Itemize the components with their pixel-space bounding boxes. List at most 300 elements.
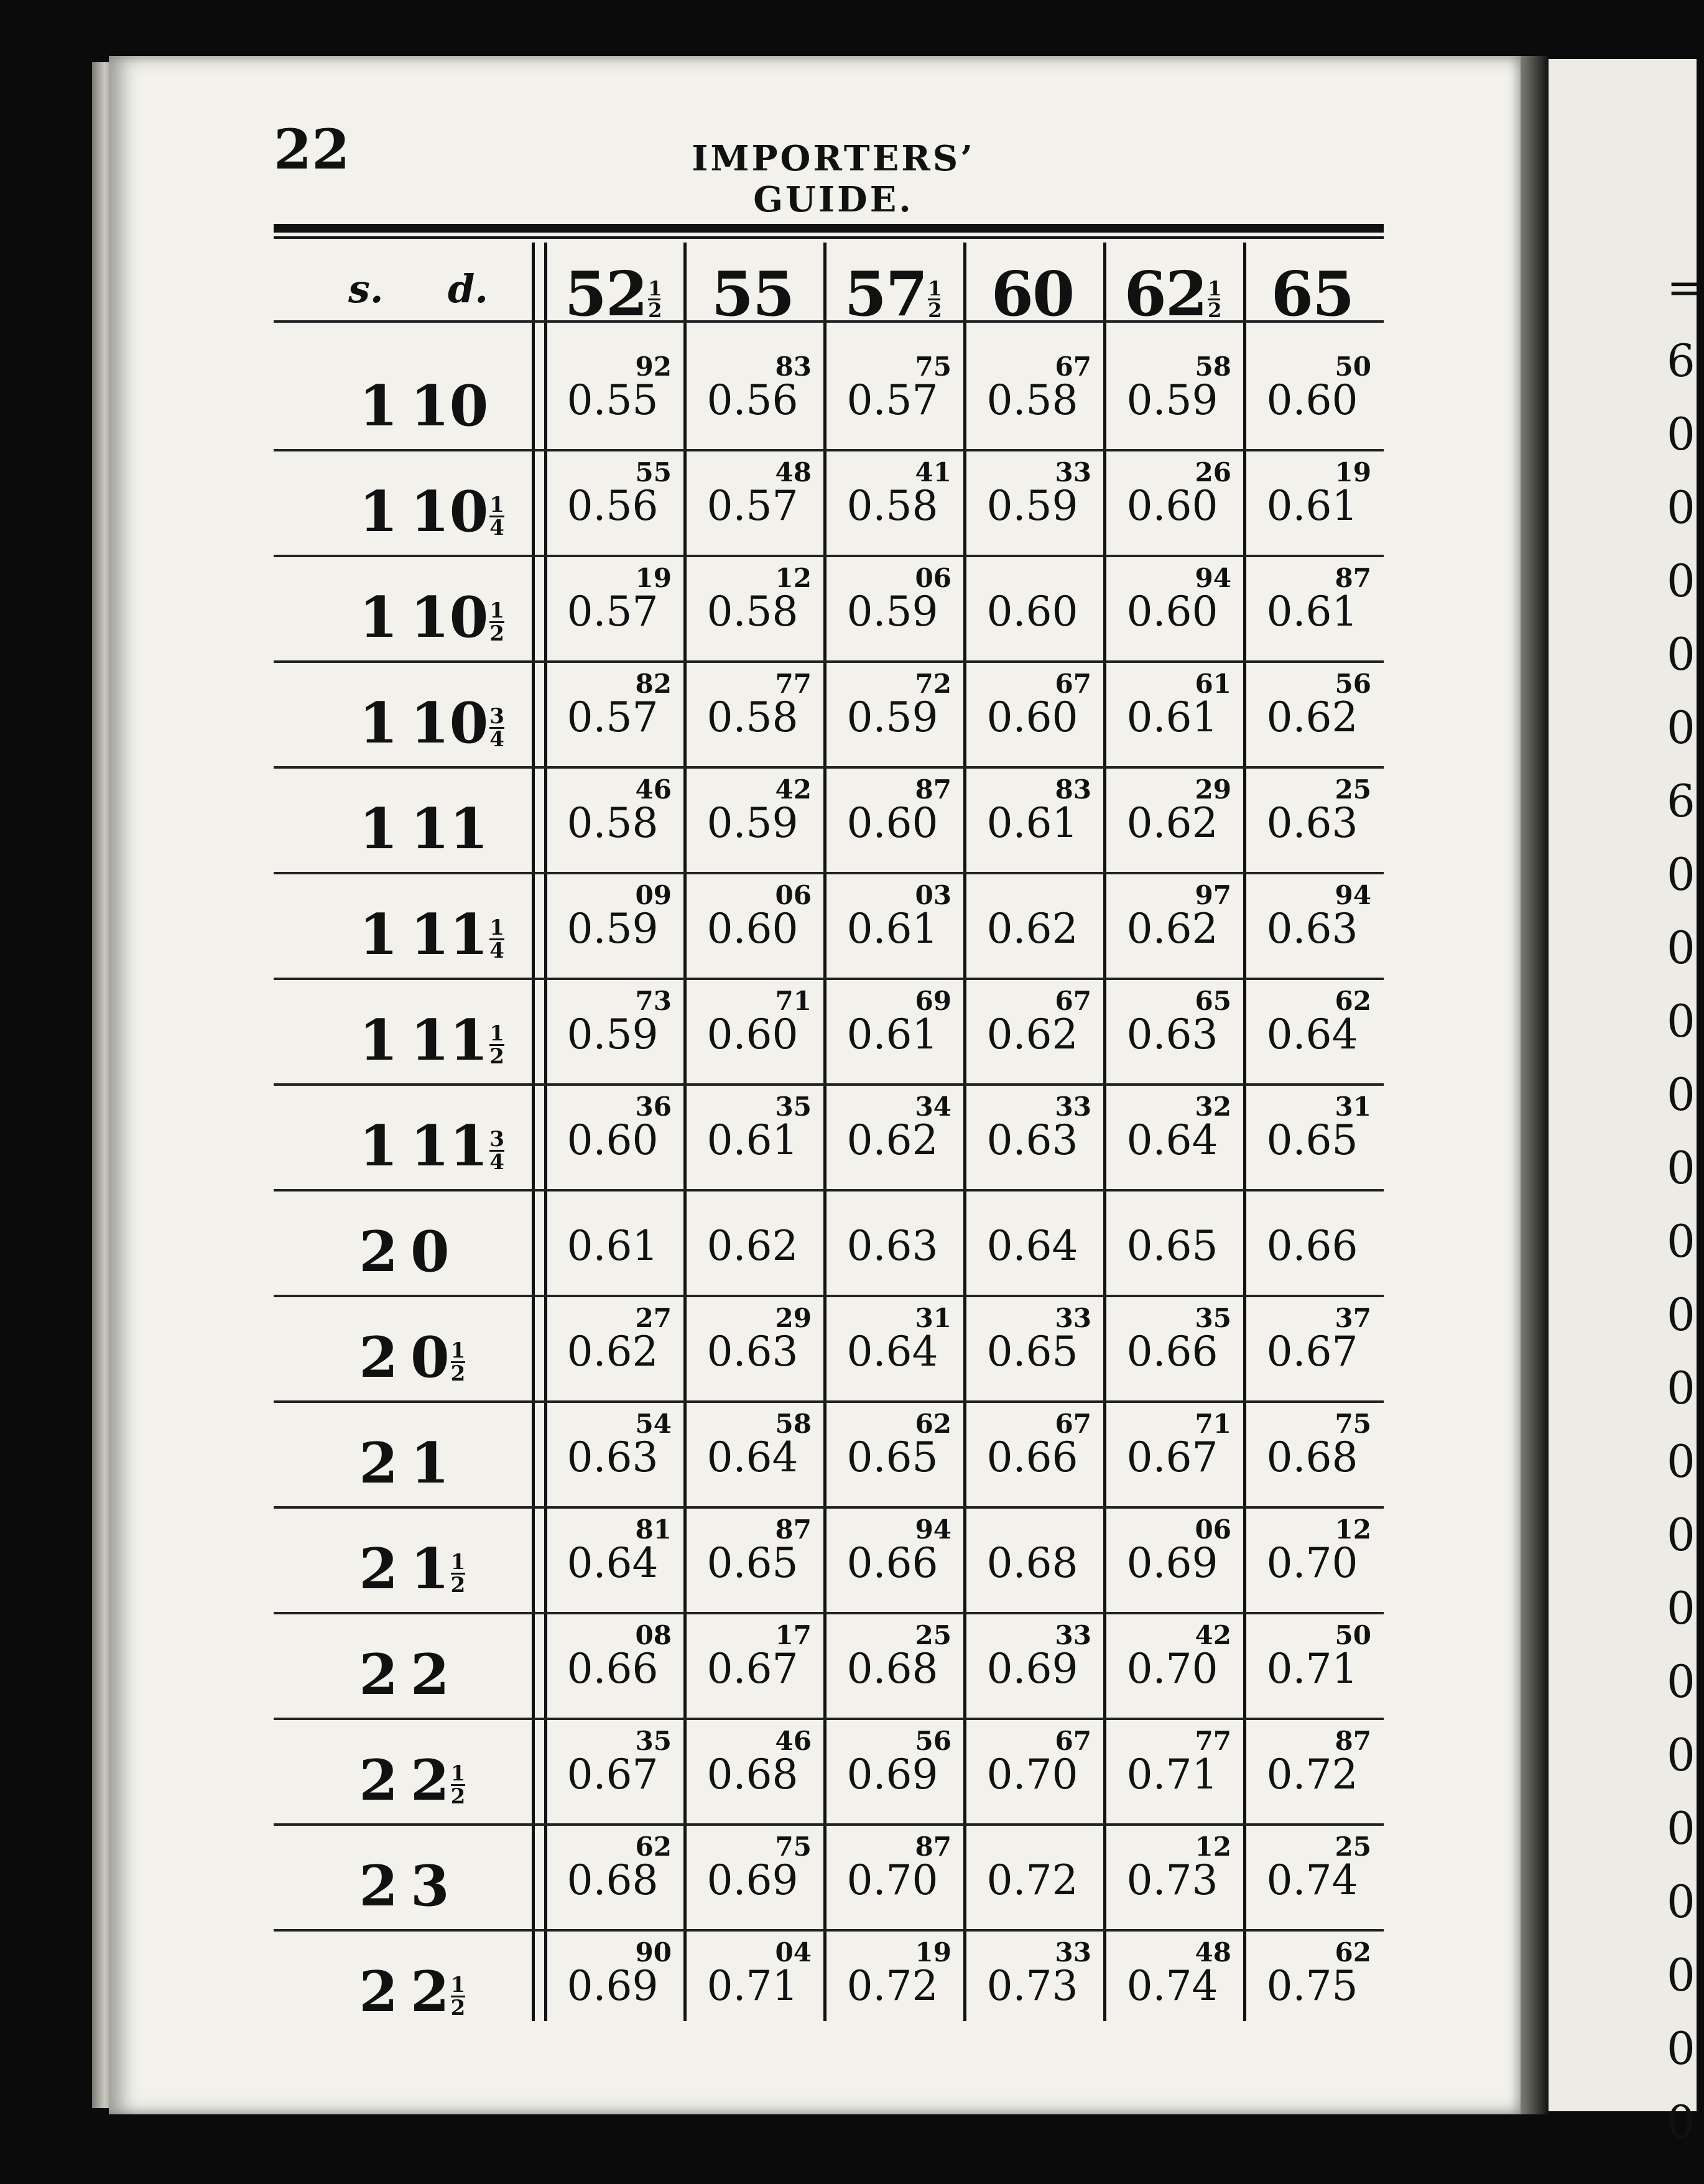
- pence-value: 10: [410, 373, 489, 439]
- fractional-digits: 12: [1195, 1831, 1231, 1862]
- facing-page-glyph: 6: [1667, 775, 1695, 827]
- fractional-digits: 54: [635, 1409, 672, 1439]
- fractional-digits: 19: [635, 563, 672, 593]
- dollar-value-cell: 0.63: [706, 1328, 799, 1376]
- fractional-digits: 87: [775, 1514, 812, 1545]
- fractional-digits: 67: [1055, 669, 1091, 699]
- facing-page-glyph: 0: [1667, 1509, 1695, 1561]
- fractional-digits: 94: [1335, 880, 1371, 910]
- pence-value: 1: [410, 1430, 450, 1496]
- facing-page-glyph: 0: [1667, 1802, 1695, 1854]
- fractional-digits: 19: [1335, 457, 1371, 488]
- dollar-value-cell: 0.71: [706, 1962, 799, 2010]
- row-rule: [274, 1612, 1384, 1614]
- pence-value: 11: [410, 902, 489, 968]
- fractional-digits: 03: [915, 880, 952, 910]
- dollar-value-cell: 0.58: [706, 693, 799, 741]
- dollar-value-cell: 0.62: [706, 1222, 799, 1270]
- fractional-digits: 48: [1195, 1937, 1231, 1968]
- fractional-digits: 35: [635, 1726, 672, 1756]
- fractional-digits: 35: [1195, 1303, 1231, 1333]
- facing-page-glyph: 0: [1667, 481, 1695, 534]
- fractional-digits: 33: [1055, 1091, 1091, 1122]
- pence-cell: [410, 1536, 547, 1602]
- facing-page-glyph: =: [1667, 261, 1704, 313]
- fractional-digits: 97: [1195, 880, 1231, 910]
- dollar-value-cell: 0.69: [706, 1856, 799, 1904]
- facing-page-glyph: 0: [1667, 1949, 1695, 2001]
- dollar-value-cell: 0.59: [567, 905, 659, 953]
- dollar-value-cell: 0.58: [846, 482, 938, 530]
- row-rule: [274, 1506, 1384, 1509]
- column-header: [827, 259, 958, 330]
- facing-page-glyph: 0: [1667, 1068, 1695, 1121]
- fractional-digits: 36: [635, 1091, 672, 1122]
- pence-value: 10: [410, 690, 489, 756]
- dollar-value-cell: 0.61: [1266, 588, 1358, 636]
- shillings-cell: 1: [359, 690, 398, 756]
- shillings-cell: 1: [359, 373, 398, 439]
- fractional-digits: 67: [1055, 1726, 1091, 1756]
- pence-value: 1: [410, 1536, 450, 1602]
- dollar-value-cell: 0.66: [1266, 1222, 1358, 1270]
- dollar-value-cell: 0.57: [846, 376, 938, 424]
- shillings-cell: 1: [359, 1113, 398, 1179]
- pence-value: 11: [410, 1113, 489, 1179]
- row-rule: [274, 1400, 1384, 1403]
- fractional-digits: 32: [1195, 1091, 1231, 1122]
- fractional-digits: 31: [1335, 1091, 1371, 1122]
- column-header-value: 55: [711, 259, 794, 330]
- shillings-cell: 1: [359, 1007, 398, 1073]
- dollar-value-cell: 0.60: [706, 1011, 799, 1058]
- dollar-value-cell: 0.69: [986, 1645, 1078, 1693]
- dollar-value-cell: 0.70: [1126, 1645, 1218, 1693]
- facing-page-glyph: 0: [1667, 408, 1695, 460]
- facing-page-glyph: 0: [1667, 848, 1695, 900]
- dollar-value-cell: 0.60: [1126, 482, 1218, 530]
- facing-page-glyph: 0: [1667, 2096, 1695, 2148]
- dollar-value-cell: 0.70: [986, 1751, 1078, 1798]
- fractional-digits: 34: [915, 1091, 952, 1122]
- shillings-cell: 2: [359, 1325, 398, 1390]
- facing-page-glyph: 0: [1667, 1876, 1695, 1928]
- dollar-value-cell: 0.64: [986, 1222, 1078, 1270]
- dollar-value-cell: 0.59: [567, 1011, 659, 1058]
- fractional-digits: 87: [1335, 1726, 1371, 1756]
- fractional-digits: 77: [1195, 1726, 1231, 1756]
- column-header-value: 60: [991, 259, 1074, 330]
- dollar-value-cell: 0.67: [1126, 1433, 1218, 1481]
- fractional-digits: 08: [635, 1620, 672, 1650]
- pence-cell: [410, 796, 547, 862]
- fractional-digits: 92: [635, 351, 672, 382]
- page-number: 22: [274, 117, 350, 182]
- dollar-value-cell: 0.62: [986, 905, 1078, 953]
- fractional-digits: 12: [1335, 1514, 1371, 1545]
- fractional-digits: 56: [1335, 669, 1371, 699]
- dollar-value-cell: 0.68: [1266, 1433, 1358, 1481]
- fractional-digits: 48: [775, 457, 812, 488]
- dollar-value-cell: 0.60: [567, 1116, 659, 1164]
- fractional-digits: 87: [1335, 563, 1371, 593]
- dollar-value-cell: 0.65: [706, 1539, 799, 1587]
- fraction: $\frac{1}{2}$: [1208, 277, 1221, 323]
- fraction: $\frac{3}{4}$: [489, 1127, 504, 1175]
- column-header: [1247, 259, 1378, 330]
- dollar-value-cell: 0.66: [986, 1433, 1078, 1481]
- dollar-value-cell: 0.65: [986, 1328, 1078, 1376]
- dollar-value-cell: 0.64: [1126, 1116, 1218, 1164]
- dollar-value-cell: 0.68: [986, 1539, 1078, 1587]
- facing-page-glyph: 0: [1667, 995, 1695, 1047]
- row-rule: [274, 1929, 1384, 1932]
- facing-page-glyph: 0: [1667, 1582, 1695, 1634]
- dollar-value-cell: 0.64: [706, 1433, 799, 1481]
- fractional-digits: 87: [915, 774, 952, 805]
- pence-value: 0: [410, 1325, 450, 1390]
- dollar-value-cell: 0.57: [567, 588, 659, 636]
- dollar-value-cell: 0.62: [567, 1328, 659, 1376]
- dollar-value-cell: 0.62: [986, 1011, 1078, 1058]
- column-header: [967, 259, 1098, 330]
- dollar-value-cell: 0.70: [1266, 1539, 1358, 1587]
- fractional-digits: 67: [1055, 351, 1091, 382]
- fractional-digits: 87: [915, 1831, 952, 1862]
- dollar-value-cell: 0.73: [1126, 1856, 1218, 1904]
- shillings-cell: 1: [359, 585, 398, 650]
- shillings-cell: 1: [359, 796, 398, 862]
- fractional-digits: 33: [1055, 457, 1091, 488]
- fractional-digits: 12: [775, 563, 812, 593]
- pence-value: 2: [410, 1747, 450, 1813]
- fractional-digits: 25: [915, 1620, 952, 1650]
- dollar-value-cell: 0.59: [846, 693, 938, 741]
- dollar-value-cell: 0.60: [986, 693, 1078, 741]
- dollar-value-cell: 0.58: [567, 799, 659, 847]
- fractional-digits: 17: [775, 1620, 812, 1650]
- fractional-digits: 41: [915, 457, 952, 488]
- pence-cell: [410, 479, 547, 545]
- dollar-value-cell: 0.68: [567, 1856, 659, 1904]
- pence-label: d.: [448, 266, 488, 312]
- fractional-digits: 65: [1195, 986, 1231, 1016]
- row-rule: [274, 872, 1384, 874]
- shillings-cell: 2: [359, 1747, 398, 1813]
- pence-value: 0: [410, 1219, 450, 1285]
- fractional-digits: 72: [915, 669, 952, 699]
- dollar-value-cell: 0.61: [1126, 693, 1218, 741]
- dollar-value-cell: 0.68: [846, 1645, 938, 1693]
- facing-page-glyph: 0: [1667, 628, 1695, 680]
- dollar-value-cell: 0.63: [567, 1433, 659, 1481]
- dollar-value-cell: 0.69: [567, 1962, 659, 2010]
- dollar-value-cell: 0.69: [846, 1751, 938, 1798]
- fraction: $\frac{1}{2}$: [928, 277, 941, 323]
- dollar-value-cell: 0.59: [706, 799, 799, 847]
- dollar-value-cell: 0.68: [706, 1751, 799, 1798]
- pence-value: 10: [410, 479, 489, 545]
- pence-cell: [410, 1219, 547, 1285]
- dollar-value-cell: 0.57: [706, 482, 799, 530]
- dollar-value-cell: 0.61: [706, 1116, 799, 1164]
- fraction: $\frac{1}{2}$: [648, 277, 661, 323]
- dollar-value-cell: 0.67: [706, 1645, 799, 1693]
- row-rule: [274, 449, 1384, 451]
- pence-cell: [410, 1642, 547, 1708]
- shillings-cell: 2: [359, 1642, 398, 1708]
- fractional-digits: 35: [775, 1091, 812, 1122]
- pence-cell: [410, 902, 547, 968]
- facing-page-glyph: 0: [1667, 2022, 1695, 2075]
- facing-page-glyph: 0: [1667, 1215, 1695, 1267]
- row-rule: [274, 660, 1384, 663]
- fractional-digits: 62: [1335, 986, 1371, 1016]
- row-rule: [274, 1718, 1384, 1720]
- facing-page-glyph: 0: [1667, 1729, 1695, 1781]
- pence-cell: [410, 1430, 547, 1496]
- fractional-digits: 71: [1195, 1409, 1231, 1439]
- fraction: $\frac{1}{4}$: [489, 915, 504, 963]
- column-header-value: 57: [844, 259, 927, 330]
- fractional-digits: 58: [775, 1409, 812, 1439]
- dollar-value-cell: 0.61: [846, 905, 938, 953]
- fractional-digits: 50: [1335, 351, 1371, 382]
- pence-cell: [410, 1747, 547, 1813]
- shillings-cell: 2: [359, 1430, 398, 1496]
- fractional-digits: 90: [635, 1937, 672, 1968]
- fractional-digits: 37: [1335, 1303, 1371, 1333]
- pence-cell: [410, 1325, 547, 1390]
- dollar-value-cell: 0.60: [706, 905, 799, 953]
- pence-cell: [410, 1853, 547, 1919]
- pence-value: 11: [410, 796, 489, 862]
- dollar-value-cell: 0.60: [1266, 376, 1358, 424]
- dollar-value-cell: 0.63: [1126, 1011, 1218, 1058]
- fractional-digits: 25: [1335, 1831, 1371, 1862]
- facing-page-glyph: 6: [1667, 335, 1695, 387]
- column-header-value: 65: [1271, 259, 1354, 330]
- dollar-value-cell: 0.61: [1266, 482, 1358, 530]
- facing-page-glyph: 0: [1667, 1435, 1695, 1488]
- facing-page-glyph: 0: [1667, 922, 1695, 974]
- dollar-value-cell: 0.59: [1126, 376, 1218, 424]
- pence-cell: [410, 690, 547, 756]
- fractional-digits: 26: [1195, 457, 1231, 488]
- dollar-value-cell: 0.60: [986, 588, 1078, 636]
- fractional-digits: 77: [775, 669, 812, 699]
- dollar-value-cell: 0.57: [567, 693, 659, 741]
- dollar-value-cell: 0.64: [846, 1328, 938, 1376]
- dollar-value-cell: 0.72: [986, 1856, 1078, 1904]
- facing-page-glyph: 0: [1667, 1142, 1695, 1194]
- dollar-value-cell: 0.67: [1266, 1328, 1358, 1376]
- fractional-digits: 69: [915, 986, 952, 1016]
- facing-page-glyph: 0: [1667, 701, 1695, 754]
- facing-page-glyph: 0: [1667, 1362, 1695, 1414]
- shillings-cell: 1: [359, 479, 398, 545]
- shillings-label: s.: [348, 266, 384, 312]
- dollar-value-cell: 0.74: [1126, 1962, 1218, 2010]
- fractional-digits: 33: [1055, 1937, 1091, 1968]
- fractional-digits: 04: [775, 1937, 812, 1968]
- fractional-digits: 62: [915, 1409, 952, 1439]
- fraction: $\frac{1}{2}$: [450, 1338, 466, 1386]
- dollar-value-cell: 0.75: [1266, 1962, 1358, 2010]
- dollar-value-cell: 0.58: [706, 588, 799, 636]
- row-rule: [274, 1295, 1384, 1297]
- dollar-value-cell: 0.56: [567, 482, 659, 530]
- dollar-value-cell: 0.59: [846, 588, 938, 636]
- dollar-value-cell: 0.70: [846, 1856, 938, 1904]
- pence-value: 2: [410, 1959, 450, 2025]
- dollar-value-cell: 0.62: [846, 1116, 938, 1164]
- pence-cell: [410, 1007, 547, 1073]
- column-header: [547, 259, 678, 330]
- fractional-digits: 33: [1055, 1303, 1091, 1333]
- fractional-digits: 50: [1335, 1620, 1371, 1650]
- header-rule: [274, 320, 1384, 323]
- row-rule: [274, 766, 1384, 769]
- fractional-digits: 06: [775, 880, 812, 910]
- dollar-value-cell: 0.60: [846, 799, 938, 847]
- pence-cell: [410, 373, 547, 439]
- shillings-cell: 1: [359, 902, 398, 968]
- facing-page-glyph: 0: [1667, 1289, 1695, 1341]
- fraction: $\frac{1}{2}$: [450, 1550, 466, 1598]
- pence-value: 3: [410, 1853, 450, 1919]
- fractional-digits: 62: [635, 1831, 672, 1862]
- fractional-digits: 55: [635, 457, 672, 488]
- row-rule: [274, 1083, 1384, 1086]
- dollar-value-cell: 0.64: [567, 1539, 659, 1587]
- shillings-cell: 2: [359, 1536, 398, 1602]
- pence-cell: [410, 585, 547, 650]
- head-rule: [274, 224, 1384, 239]
- dollar-value-cell: 0.60: [1126, 588, 1218, 636]
- fractional-digits: 29: [775, 1303, 812, 1333]
- running-head: IMPORTERS’ GUIDE.: [692, 138, 975, 220]
- fractional-digits: 06: [1195, 1514, 1231, 1545]
- dollar-value-cell: 0.63: [1266, 799, 1358, 847]
- shillings-cell: 2: [359, 1853, 398, 1919]
- fractional-digits: 25: [1335, 774, 1371, 805]
- fractional-digits: 06: [915, 563, 952, 593]
- fractional-digits: 33: [1055, 1620, 1091, 1650]
- dollar-value-cell: 0.65: [1266, 1116, 1358, 1164]
- fraction: $\frac{1}{2}$: [489, 1021, 504, 1069]
- dollar-value-cell: 0.61: [846, 1011, 938, 1058]
- dollar-value-cell: 0.63: [1266, 905, 1358, 953]
- dollar-value-cell: 0.55: [567, 376, 659, 424]
- fractional-digits: 27: [635, 1303, 672, 1333]
- fraction: $\frac{1}{2}$: [450, 1973, 466, 2020]
- column-header: [687, 259, 818, 330]
- dollar-value-cell: 0.63: [986, 1116, 1078, 1164]
- fractional-digits: 31: [915, 1303, 952, 1333]
- dollar-value-cell: 0.64: [1266, 1011, 1358, 1058]
- fraction: $\frac{1}{2}$: [450, 1761, 466, 1809]
- dollar-value-cell: 0.71: [1126, 1751, 1218, 1798]
- row-rule: [274, 555, 1384, 557]
- fractional-digits: 83: [775, 351, 812, 382]
- dollar-value-cell: 0.63: [846, 1222, 938, 1270]
- fractional-digits: 29: [1195, 774, 1231, 805]
- fractional-digits: 71: [775, 986, 812, 1016]
- fraction: $\frac{1}{4}$: [489, 493, 504, 540]
- fractional-digits: 73: [635, 986, 672, 1016]
- fractional-digits: 94: [1195, 563, 1231, 593]
- fractional-digits: 83: [1055, 774, 1091, 805]
- fraction: $\frac{1}{2}$: [489, 598, 504, 646]
- fractional-digits: 46: [635, 774, 672, 805]
- dollar-value-cell: 0.72: [1266, 1751, 1358, 1798]
- row-rule: [274, 978, 1384, 980]
- dollar-value-cell: 0.62: [1126, 799, 1218, 847]
- pence-value: 10: [410, 585, 489, 650]
- fractional-digits: 61: [1195, 669, 1231, 699]
- dollar-value-cell: 0.62: [1126, 905, 1218, 953]
- fractional-digits: 67: [1055, 1409, 1091, 1439]
- fractional-digits: 75: [915, 351, 952, 382]
- shillings-cell: 2: [359, 1959, 398, 2025]
- facing-page-glyph: 0: [1667, 555, 1695, 607]
- fractional-digits: 56: [915, 1726, 952, 1756]
- dollar-value-cell: 0.66: [846, 1539, 938, 1587]
- pence-value: 2: [410, 1642, 450, 1708]
- dollar-value-cell: 0.72: [846, 1962, 938, 2010]
- dollar-value-cell: 0.59: [986, 482, 1078, 530]
- fractional-digits: 94: [915, 1514, 952, 1545]
- column-header: [1107, 259, 1238, 330]
- fractional-digits: 62: [1335, 1937, 1371, 1968]
- dollar-value-cell: 0.69: [1126, 1539, 1218, 1587]
- fractional-digits: 82: [635, 669, 672, 699]
- fractional-digits: 19: [915, 1937, 952, 1968]
- column-header-value: 62: [1124, 259, 1207, 330]
- pence-value: 11: [410, 1007, 489, 1073]
- facing-page-glyph: 0: [1667, 1655, 1695, 1708]
- fraction: $\frac{3}{4}$: [489, 704, 504, 752]
- fractional-digits: 58: [1195, 351, 1231, 382]
- dollar-value-cell: 0.71: [1266, 1645, 1358, 1693]
- row-rule: [274, 1823, 1384, 1826]
- dollar-value-cell: 0.56: [706, 376, 799, 424]
- fractional-digits: 67: [1055, 986, 1091, 1016]
- dollar-value-cell: 0.74: [1266, 1856, 1358, 1904]
- dollar-value-cell: 0.67: [567, 1751, 659, 1798]
- column-header-value: 52: [564, 259, 647, 330]
- dollar-value-cell: 0.62: [1266, 693, 1358, 741]
- fractional-digits: 75: [1335, 1409, 1371, 1439]
- dollar-value-cell: 0.65: [1126, 1222, 1218, 1270]
- fractional-digits: 42: [1195, 1620, 1231, 1650]
- pence-cell: [410, 1113, 547, 1179]
- dollar-value-cell: 0.73: [986, 1962, 1078, 2010]
- fractional-digits: 46: [775, 1726, 812, 1756]
- dollar-value-cell: 0.61: [986, 799, 1078, 847]
- fractional-digits: 42: [775, 774, 812, 805]
- fractional-digits: 81: [635, 1514, 672, 1545]
- dollar-value-cell: 0.66: [1126, 1328, 1218, 1376]
- row-rule: [274, 1189, 1384, 1191]
- dollar-value-cell: 0.58: [986, 376, 1078, 424]
- dollar-value-cell: 0.61: [567, 1222, 659, 1270]
- fractional-digits: 09: [635, 880, 672, 910]
- pence-cell: [410, 1959, 547, 2025]
- dollar-value-cell: 0.65: [846, 1433, 938, 1481]
- fractional-digits: 75: [775, 1831, 812, 1862]
